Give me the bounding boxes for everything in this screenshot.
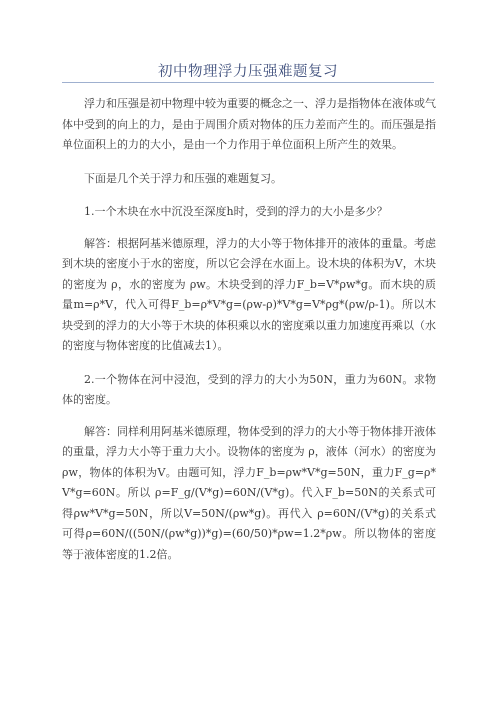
intro-paragraph: 浮力和压强是初中物理中较为重要的概念之一、浮力是指物体在液体或气体中受到的向上的力，是由于周围介质对物体的压力差而产生的。而压强是指单位面积上的力的大小，是由一个力作用于单位面积上所产生的效果。 xyxy=(62,97,436,151)
document-body xyxy=(62,94,436,578)
title-underline xyxy=(62,82,434,83)
lead-in-paragraph: 下面是几个关于浮力和压强的难题复习。 xyxy=(84,171,282,185)
answer-2: 解答：同样利用阿基米德原理，物体受到的浮力的大小等于物体排开液体的重量，浮力大小等于重力大小。设物体的密度为 ρ，液体（河水）的密度为ρw，物体的体积为V。由题可知，浮力F_b=ρw*V*g=50N，重力F_g=ρ*V*g=60N。所以 ρ=F_g/(V*g)=60N/(V*g)。代入F_b=50N的关系式可得ρw*V*g=50N，所以V=50N/(ρw*g)。再代入 ρ=60N/(V*g)的关系式可得ρ=60N/((50N/(ρw*g))*g)=(60/50)*ρw=1.2*ρw。所以物体的密度等于液体密度的1.2倍。 xyxy=(62,424,436,561)
question-2: 2.一个物体在河中浸泡，受到的浮力的大小为50N，重力为60N。求物体的密度。 xyxy=(62,372,436,406)
answer-1: 解答：根据阿基米德原理，浮力的大小等于物体排开的液体的重量。考虑到木块的密度小于水的密度，所以它会浮在水面上。设木块的体积为V，木块的密度为 ρ，水的密度为 ρw。木块受到的浮力F_b=V*ρw*g。而木块的质量m=ρ*V，代入可得F_b=ρ*V*g=(ρw-ρ)*V*g=V*ρg*(ρw/ρ-1)。所以木块受到的浮力的大小等于木块的体积乘以水的密度乘以重力加速度再乘以（水的密度与物体密度的比值减去1）。 xyxy=(62,236,436,352)
document-title: 初中物理浮力压强难题复习 xyxy=(158,64,338,80)
question-1: 1.一个木块在水中沉没至深度h时，受到的浮力的大小是多少？ xyxy=(84,205,388,218)
